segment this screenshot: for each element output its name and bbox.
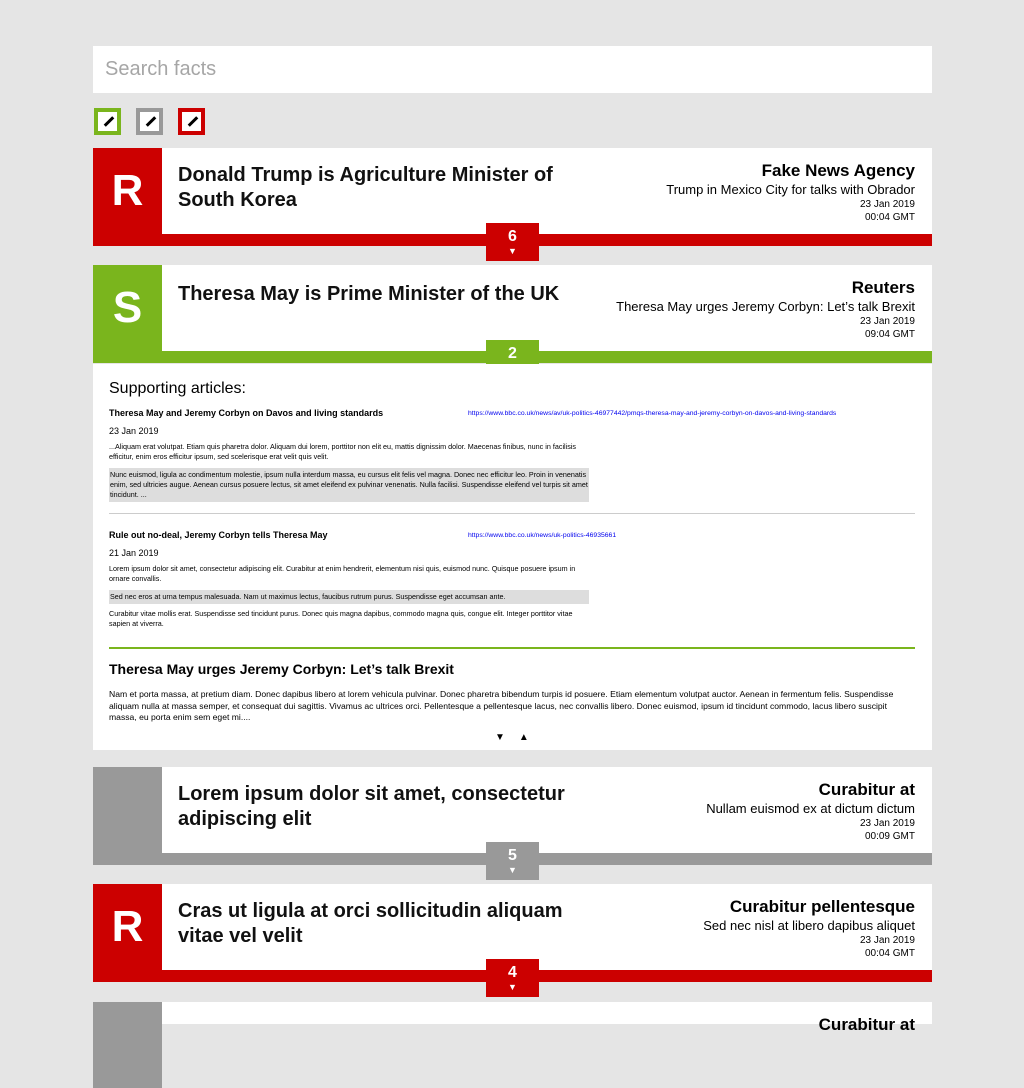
source-name: Curabitur at	[818, 1015, 915, 1034]
previous-arrow-icon[interactable]: ▲	[518, 732, 529, 743]
fact-card[interactable]	[93, 767, 932, 875]
filter-unverified-toggle[interactable]	[136, 108, 163, 135]
supporting-articles-heading: Supporting articles:	[109, 380, 246, 397]
article-highlight: Sed nec eros at urna tempus malesuada. Nam ut maximus lectus, faucibus rutrum purus. Suspendisse eget accumsan ante.	[109, 590, 589, 604]
source-headline: Sed nec nisl at libero dapibus aliquet	[703, 918, 915, 933]
filter-refuted-toggle[interactable]	[178, 108, 205, 135]
status-badge	[93, 1002, 162, 1088]
supporting-article	[109, 530, 589, 629]
fact-card[interactable]	[93, 265, 932, 363]
fact-claim: Lorem ipsum dolor sit amet, consectetur adipiscing elit	[178, 783, 565, 830]
source-time: 00:04 GMT	[864, 948, 915, 959]
article-nav	[495, 732, 529, 743]
article-excerpt: ...Aliquam erat volutpat. Etiam quis pharetra dolor. Aliquam dui lorem, porttitor non elit eu, mattis dignissim dolor. Maecenas finibus, nunc in facilisis efficitur, enim eros efficitur ipsum, sed scelerisque erat velit quis velit.	[109, 442, 577, 461]
article-link[interactable]: https://www.bbc.co.uk/news/uk-politics-46935661	[468, 532, 617, 539]
source-block	[585, 1015, 915, 1034]
divider	[109, 513, 915, 514]
source-date: 23 Jan 2019	[859, 818, 915, 829]
article-count: 4	[508, 964, 517, 981]
supporting-articles-panel	[93, 364, 932, 750]
pencil-icon	[146, 116, 157, 127]
pencil-icon	[104, 116, 115, 127]
article-title: Rule out no-deal, Jeremy Corbyn tells Theresa May	[109, 530, 328, 540]
expand-arrow-icon: ▼	[508, 982, 517, 992]
fact-claim: Cras ut ligula at orci sollicitudin aliquam vitae vel velit	[178, 900, 563, 947]
source-block	[585, 780, 915, 843]
article-highlight: Nunc euismod, ligula ac condimentum molestie, ipsum nulla interdum massa, eu cursus elit felis vel magna. Donec nec efficitur leo. Proin in venenatis enim, sed ultricies augue. Aenean cursus posuere lectus, sit amet eleifend ex pulvinar venenatis. Nulla facilisi. Suspendisse eleifend vel turpis sit amet tincidunt. ...	[109, 468, 589, 502]
expand-toggle[interactable]	[486, 959, 539, 997]
article-count: 6	[508, 228, 517, 245]
source-name: Curabitur at	[818, 780, 915, 799]
divider	[109, 647, 915, 649]
fact-claim: Theresa May is Prime Minister of the UK	[178, 283, 560, 305]
source-time: 09:04 GMT	[864, 329, 915, 340]
source-name: Fake News Agency	[761, 161, 915, 180]
source-name: Curabitur pellentesque	[729, 897, 915, 916]
status-badge	[93, 767, 162, 853]
fact-card[interactable]	[93, 1002, 932, 1034]
source-date: 23 Jan 2019	[859, 199, 915, 210]
fact-card[interactable]	[93, 148, 932, 256]
article-date: 21 Jan 2019	[109, 548, 159, 558]
status-badge: R	[93, 148, 162, 234]
status-badge: R	[93, 884, 162, 970]
article-date: 23 Jan 2019	[109, 426, 159, 436]
article-count: 2	[508, 345, 517, 362]
source-block	[585, 161, 915, 224]
article-link[interactable]: https://www.bbc.co.uk/news/av/uk-politics-46977442/pmqs-theresa-may-and-jeremy-corbyn-on-davos-and-living-standards	[468, 410, 837, 417]
source-block	[585, 278, 915, 341]
filter-bar	[94, 108, 205, 135]
expand-toggle[interactable]	[486, 223, 539, 261]
supporting-article	[109, 408, 589, 502]
source-date: 23 Jan 2019	[859, 316, 915, 327]
source-block	[585, 897, 915, 960]
source-time: 00:04 GMT	[864, 212, 915, 223]
article-title: Theresa May and Jeremy Corbyn on Davos and living standards	[109, 408, 384, 418]
source-headline: Trump in Mexico City for talks with Obrador	[666, 182, 915, 197]
search-box[interactable]	[93, 46, 932, 93]
source-name: Reuters	[851, 278, 915, 297]
next-arrow-icon[interactable]: ▼	[495, 732, 505, 743]
source-headline: Nullam euismod ex at dictum dictum	[706, 801, 915, 816]
pencil-icon	[188, 116, 199, 127]
main-article	[109, 661, 915, 724]
article-count: 5	[508, 847, 517, 864]
filter-supported-toggle[interactable]	[94, 108, 121, 135]
article-excerpt: Lorem ipsum dolor sit amet, consectetur adipiscing elit. Curabitur at enim hendrerit, elementum nisi quis, euismod nunc. Quisque posuere ipsum in ornare convallis.	[109, 564, 576, 583]
search-input[interactable]	[93, 46, 932, 93]
status-badge: S	[93, 265, 162, 351]
fact-card[interactable]	[93, 884, 932, 992]
expand-toggle[interactable]	[486, 842, 539, 880]
main-article-title: Theresa May urges Jeremy Corbyn: Let’s talk Brexit	[109, 661, 454, 677]
expand-arrow-icon: ▼	[508, 246, 517, 256]
article-excerpt: Curabitur vitae mollis erat. Suspendisse sed tincidunt purus. Donec quis magna dapibus, commodo magna quis, congue elit. Integer porttitor vitae sapien at viverra.	[109, 609, 573, 628]
expand-arrow-icon: ▼	[508, 865, 517, 875]
fact-claim: Donald Trump is Agriculture Minister of South Korea	[178, 164, 553, 211]
source-headline: Theresa May urges Jeremy Corbyn: Let’s talk Brexit	[616, 299, 915, 314]
source-time: 00:09 GMT	[864, 831, 915, 842]
source-date: 23 Jan 2019	[859, 935, 915, 946]
main-article-body: Nam et porta massa, at pretium diam. Donec dapibus libero at lorem vehicula pulvinar. Donec pharetra bibendum turpis id posuere. Etiam elementum volutpat auctor. Aenean in fermentum felis. Suspendisse aliquam nulla at massa semper, et consequat dui sagittis. Vivamus ac ultrices orci. Pellentesque a pellentesque lacus, nec convallis libero. Donec euismod, ipsum id tincidunt commodo, lacus libero suscipit massa, eu porta enim sem eget mi....	[109, 689, 894, 722]
